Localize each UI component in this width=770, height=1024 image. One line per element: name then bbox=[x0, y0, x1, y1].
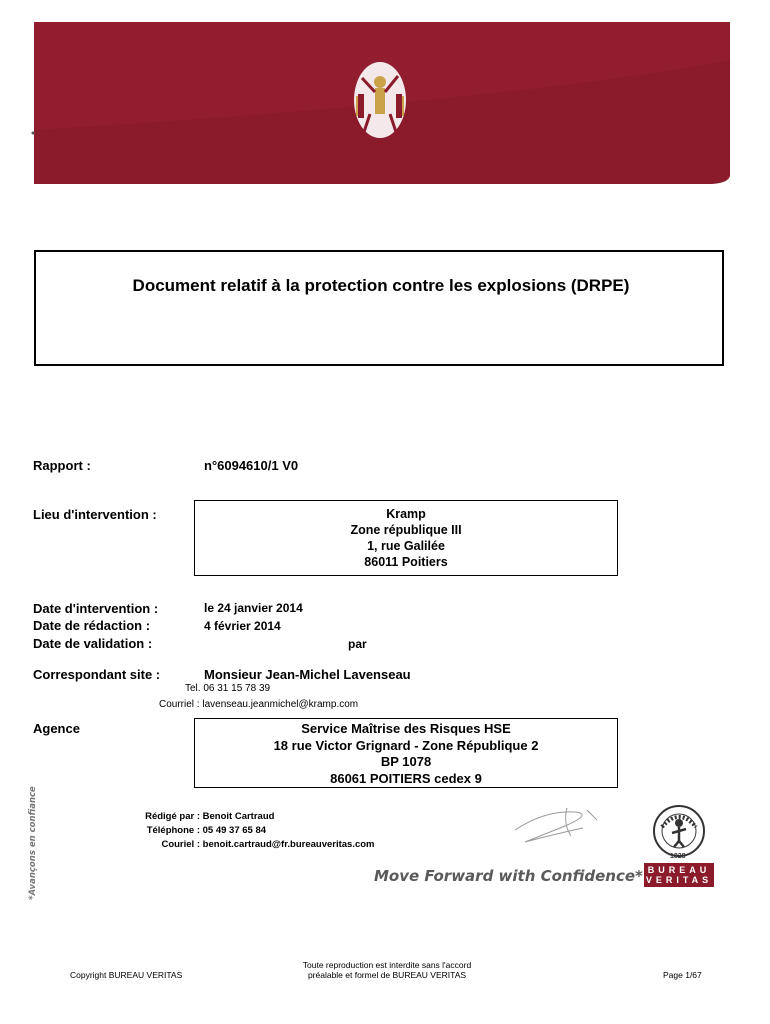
logo-line1: BUREAU bbox=[647, 865, 711, 875]
agence-line: Service Maîtrise des Risques HSE bbox=[301, 721, 511, 736]
agence-line: 18 rue Victor Grignard - Zone République 2 bbox=[273, 737, 539, 753]
date-redaction-label: Date de rédaction : bbox=[33, 618, 151, 633]
emblem-icon bbox=[354, 62, 406, 138]
rapport-label: Rapport : bbox=[33, 458, 91, 473]
lieu-line: Kramp bbox=[386, 507, 426, 521]
correspondant-label: Correspondant site : bbox=[33, 667, 161, 682]
seal-icon bbox=[652, 803, 706, 859]
footer-notice-line: Toute reproduction est interdite sans l'accord bbox=[302, 960, 472, 970]
date-redaction-value: 4 février 2014 bbox=[204, 619, 281, 633]
redige-row bbox=[0, 811, 274, 822]
correspondant-email: Courriel : lavenseau.jeanmichel@kramp.com bbox=[159, 699, 359, 710]
telephone-value: 05 49 37 65 84 bbox=[202, 825, 267, 836]
page-number: Page 1/67 bbox=[663, 970, 702, 980]
couriel-row bbox=[0, 839, 375, 850]
redige-value: Benoit Cartraud bbox=[202, 811, 275, 822]
lieu-label: Lieu d'intervention : bbox=[33, 507, 157, 522]
document-title: Document relatif à la protection contre les explosions (DRPE) bbox=[132, 276, 630, 295]
date-validation-value: par bbox=[348, 637, 367, 651]
correspondant-tel: Tel. 06 31 15 78 39 bbox=[185, 683, 271, 694]
logo-year: 1828 bbox=[670, 853, 686, 860]
logo-plate bbox=[644, 863, 714, 887]
agence-address-box bbox=[194, 718, 618, 788]
telephone-row bbox=[0, 825, 266, 836]
logo-line2: VERITAS bbox=[645, 875, 713, 885]
footer-notice bbox=[282, 960, 492, 980]
lieu-address-box bbox=[194, 500, 618, 576]
slogan: Move Forward with Confidence* bbox=[374, 867, 643, 885]
agence-line: 86061 POITIERS cedex 9 bbox=[330, 770, 482, 786]
agence-line: BP 1078 bbox=[380, 754, 432, 769]
vertical-tagline: *Avançons en confiance bbox=[28, 786, 38, 900]
redige-label: Rédigé par : bbox=[145, 811, 200, 822]
lieu-line: Zone république III bbox=[350, 523, 462, 537]
lieu-line: 86011 Poitiers bbox=[364, 555, 448, 569]
signature-icon bbox=[505, 800, 605, 850]
lieu-line: 1, rue Galilée bbox=[367, 539, 445, 553]
footer-notice-line: préalable et formel de BUREAU VERITAS bbox=[307, 970, 467, 980]
footer-copyright: Copyright BUREAU VERITAS bbox=[70, 970, 183, 980]
title-box bbox=[34, 250, 724, 366]
couriel-label: Couriel : bbox=[161, 839, 200, 850]
date-intervention-value: le 24 janvier 2014 bbox=[204, 601, 303, 615]
date-validation-label: Date de validation : bbox=[33, 636, 153, 651]
rapport-value: n°6094610/1 V0 bbox=[204, 458, 299, 473]
telephone-label: Téléphone : bbox=[146, 825, 200, 836]
couriel-value: benoit.cartraud@fr.bureauveritas.com bbox=[202, 839, 375, 850]
agence-label: Agence bbox=[33, 721, 80, 736]
bureau-veritas-logo bbox=[644, 803, 714, 885]
correspondant-name: Monsieur Jean-Michel Lavenseau bbox=[204, 667, 411, 682]
header-banner bbox=[0, 0, 770, 200]
date-intervention-label: Date d'intervention : bbox=[33, 601, 159, 616]
